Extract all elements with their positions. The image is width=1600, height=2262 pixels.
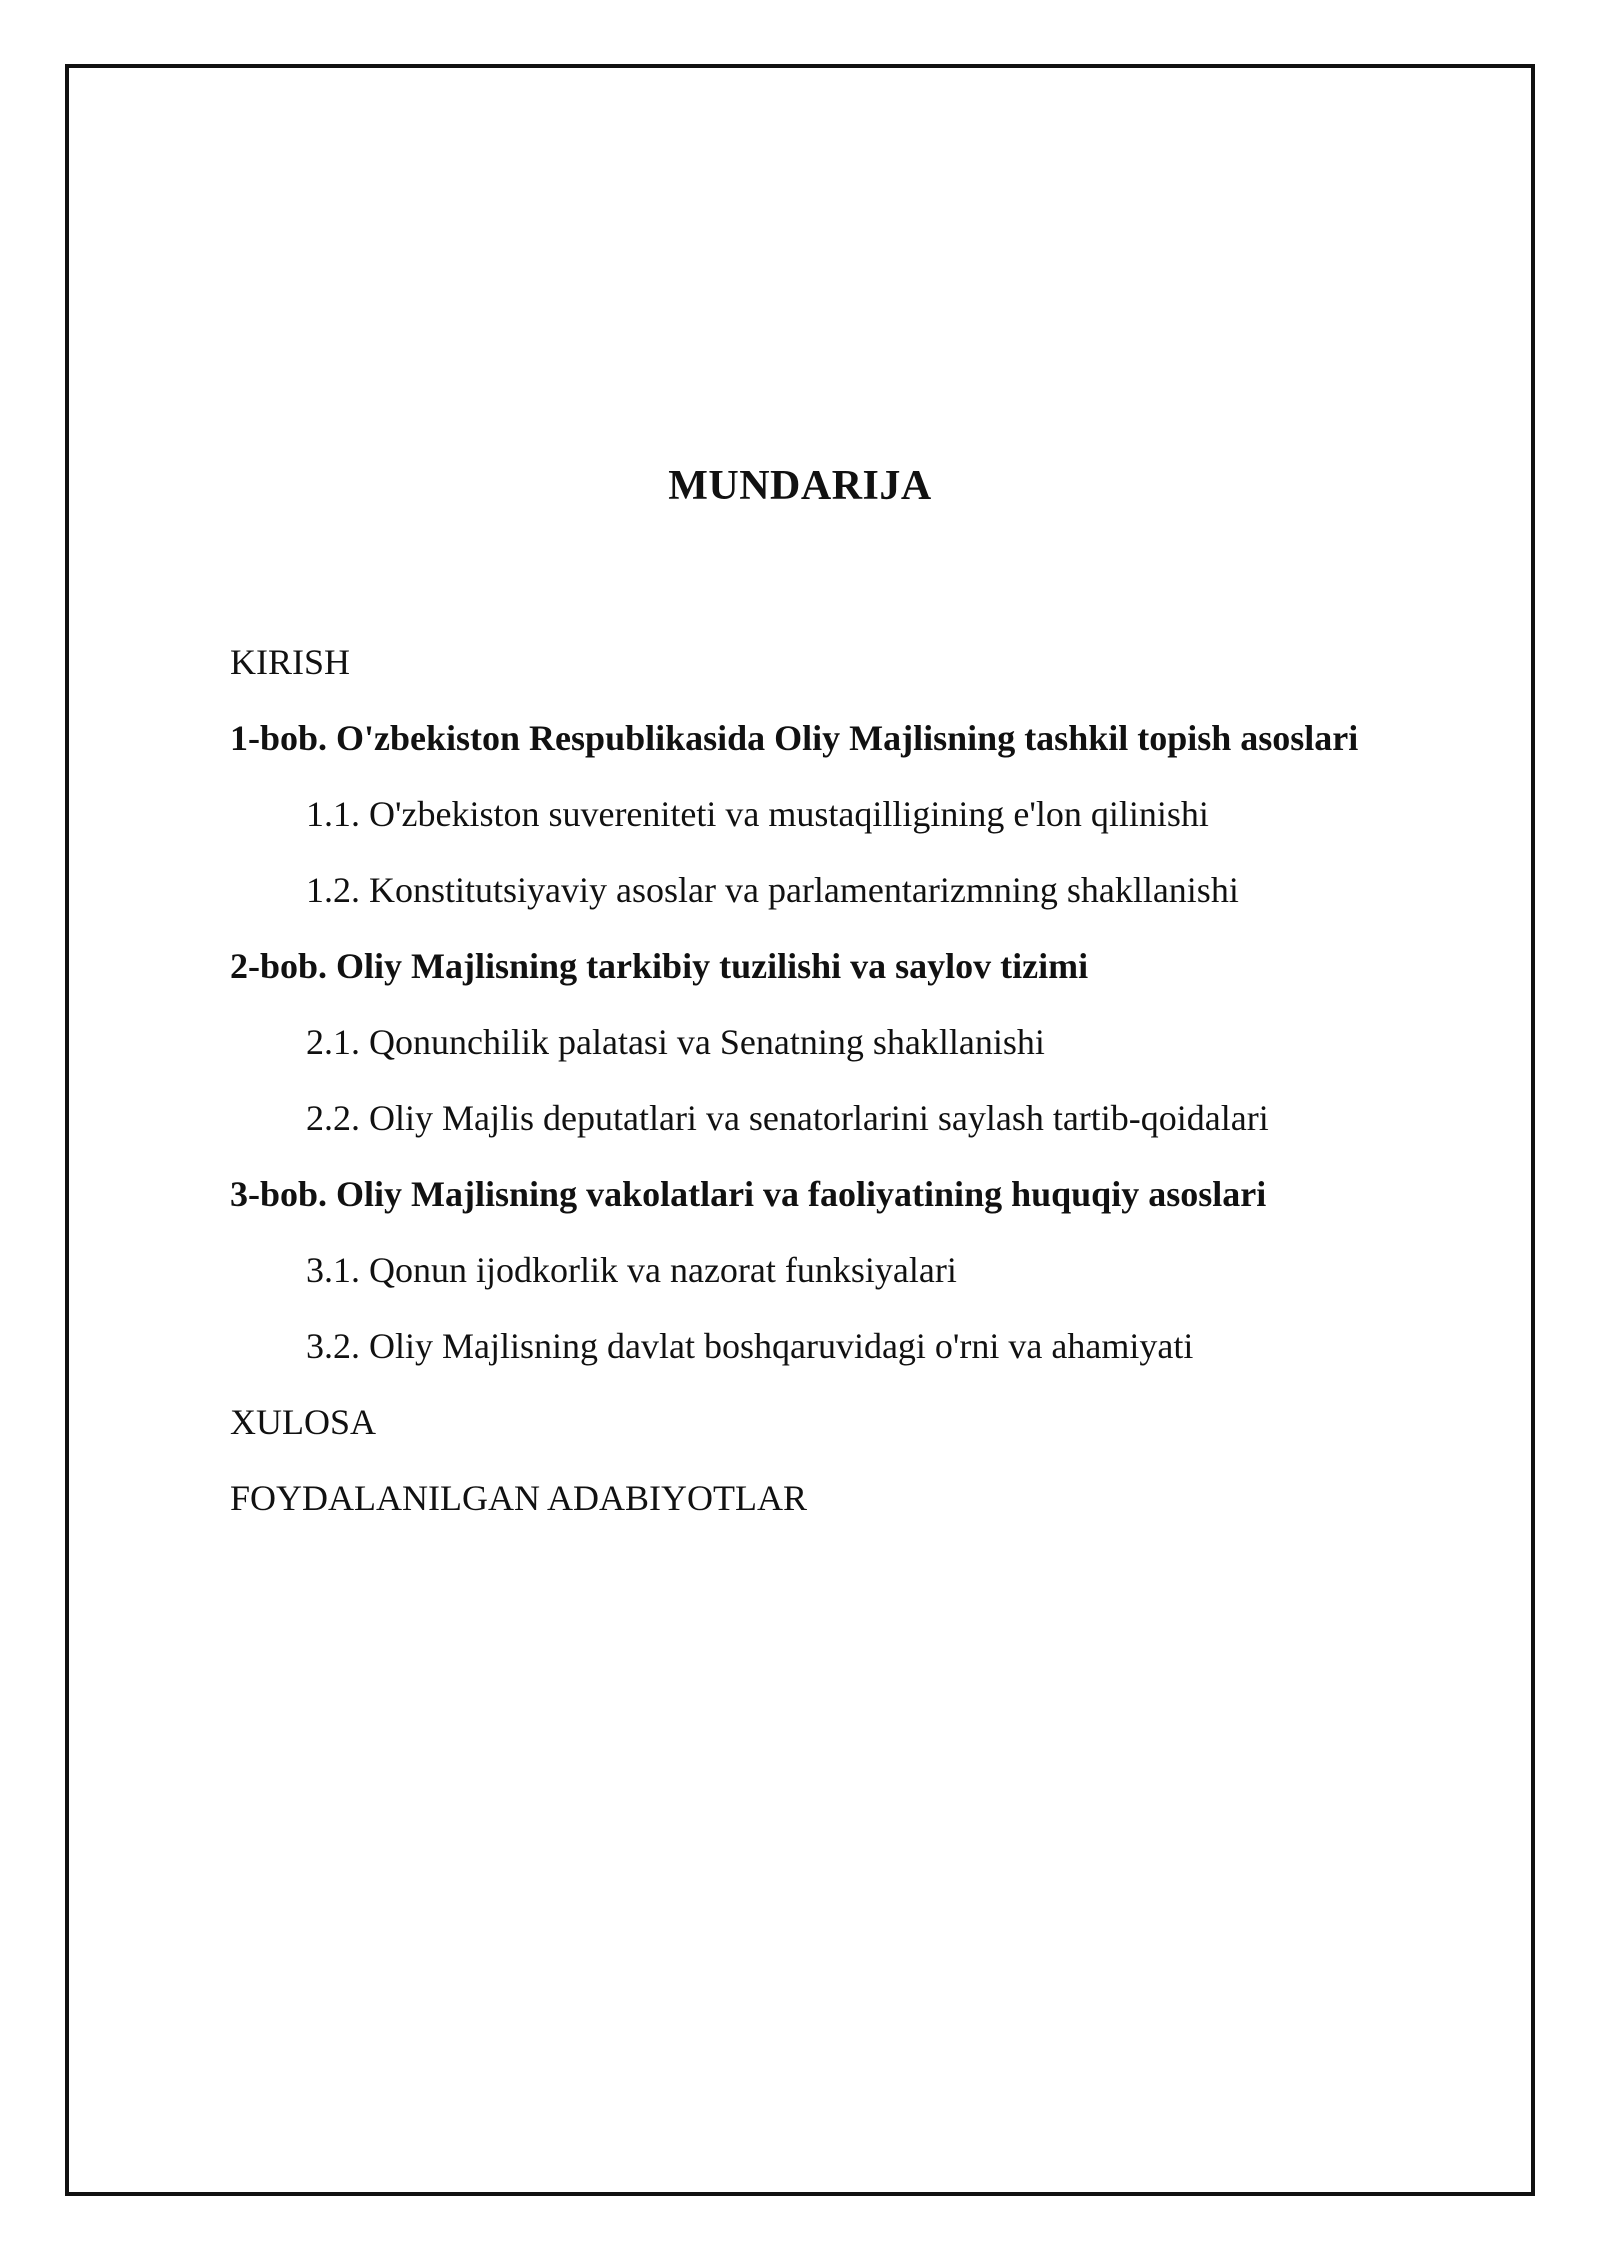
toc-entry-section-3-1: 3.1. Qonun ijodkorlik va nazorat funksiyalari	[306, 1250, 957, 1290]
toc-entry-conclusion: XULOSA	[230, 1402, 377, 1442]
toc-entry-chapter-2: 2-bob. Oliy Majlisning tarkibiy tuzilishi va saylov tizimi	[230, 946, 1089, 986]
toc-entry-section-2-1: 2.1. Qonunchilik palatasi va Senatning shakllanishi	[306, 1022, 1045, 1062]
toc-entry-references: FOYDALANILGAN ADABIYOTLAR	[230, 1478, 807, 1518]
table-of-contents	[230, 640, 1490, 1552]
page-title: MUNDARIJA	[668, 463, 932, 509]
toc-entry-section-2-2: 2.2. Oliy Majlis deputatlari va senatorlarini saylash tartib-qoidalari	[306, 1098, 1269, 1138]
toc-entry-chapter-1: 1-bob. O'zbekiston Respublikasida Oliy Majlisning tashkil topish asoslari	[230, 718, 1359, 758]
toc-entry-section-3-2: 3.2. Oliy Majlisning davlat boshqaruvidagi o'rni va ahamiyati	[306, 1326, 1194, 1366]
toc-entry-introduction: KIRISH	[230, 642, 351, 682]
toc-entry-section-1-2: 1.2. Konstitutsiyaviy asoslar va parlamentarizmning shakllanishi	[306, 870, 1239, 910]
toc-entry-chapter-3: 3-bob. Oliy Majlisning vakolatlari va faoliyatining huquqiy asoslari	[230, 1174, 1267, 1214]
toc-entry-section-1-1: 1.1. O'zbekiston suvereniteti va mustaqilligining e'lon qilinishi	[306, 794, 1209, 834]
